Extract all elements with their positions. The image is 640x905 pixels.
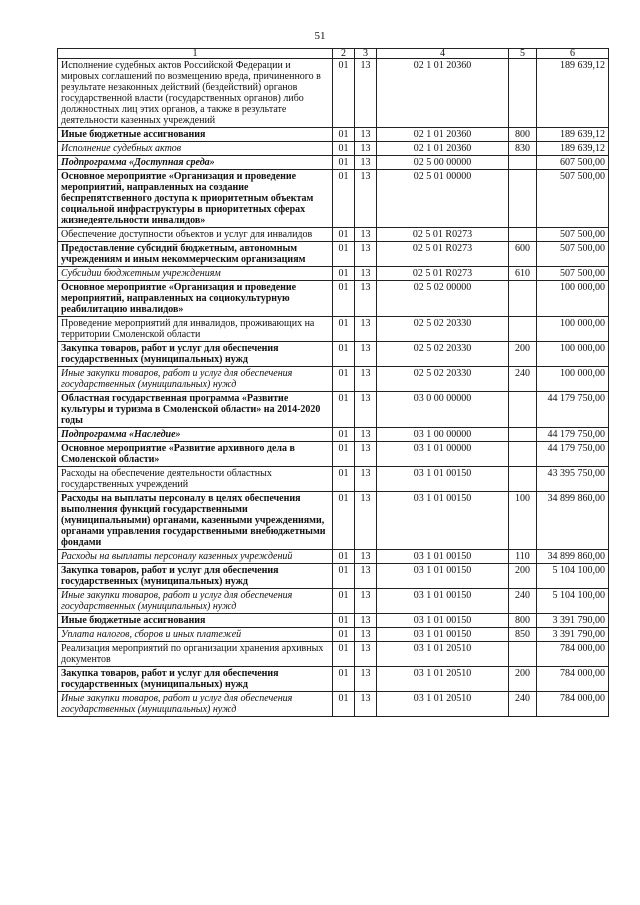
row-target-code: 03 1 01 20510	[377, 667, 509, 692]
row-subsection: 13	[355, 692, 377, 717]
row-target-code: 02 5 01 R0273	[377, 267, 509, 281]
table-row	[58, 156, 609, 170]
row-name: Подпрограмма «Доступная среда»	[58, 156, 333, 170]
row-target-code: 02 5 00 00000	[377, 156, 509, 170]
row-subsection: 13	[355, 550, 377, 564]
row-amount: 607 500,00	[537, 156, 609, 170]
row-section: 01	[333, 492, 355, 550]
budget-table	[57, 48, 609, 717]
table-row	[58, 564, 609, 589]
row-subsection: 13	[355, 589, 377, 614]
row-target-code: 03 1 01 00150	[377, 614, 509, 628]
row-section: 01	[333, 142, 355, 156]
row-section: 01	[333, 267, 355, 281]
row-name: Обеспечение доступности объектов и услуг для инвалидов	[58, 228, 333, 242]
table-row	[58, 142, 609, 156]
row-subsection: 13	[355, 628, 377, 642]
row-expense-type: 600	[509, 242, 537, 267]
table-row	[58, 392, 609, 428]
row-name: Иные бюджетные ассигнования	[58, 614, 333, 628]
row-amount: 5 104 100,00	[537, 564, 609, 589]
table-row	[58, 367, 609, 392]
row-name: Основное мероприятие «Организация и проведение мероприятий, направленных на социокультурную реабилитацию инвалидов»	[58, 281, 333, 317]
row-amount: 784 000,00	[537, 692, 609, 717]
row-amount: 507 500,00	[537, 267, 609, 281]
table-row	[58, 692, 609, 717]
row-target-code: 03 0 00 00000	[377, 392, 509, 428]
table-row	[58, 59, 609, 128]
table-row	[58, 428, 609, 442]
row-amount: 44 179 750,00	[537, 392, 609, 428]
row-amount: 34 899 860,00	[537, 492, 609, 550]
row-name: Проведение мероприятий для инвалидов, проживающих на территории Смоленской области	[58, 317, 333, 342]
row-expense-type	[509, 170, 537, 228]
row-subsection: 13	[355, 228, 377, 242]
row-amount: 784 000,00	[537, 667, 609, 692]
table-row	[58, 128, 609, 142]
header-col-3: 3	[355, 49, 377, 59]
row-section: 01	[333, 442, 355, 467]
row-target-code: 02 5 01 00000	[377, 170, 509, 228]
row-name: Иные бюджетные ассигнования	[58, 128, 333, 142]
row-name: Иные закупки товаров, работ и услуг для обеспечения государственных (муниципальных) нужд	[58, 692, 333, 717]
row-subsection: 13	[355, 156, 377, 170]
row-section: 01	[333, 342, 355, 367]
row-section: 01	[333, 467, 355, 492]
row-subsection: 13	[355, 392, 377, 428]
row-target-code: 02 5 01 R0273	[377, 242, 509, 267]
table-row	[58, 589, 609, 614]
row-expense-type	[509, 156, 537, 170]
row-section: 01	[333, 392, 355, 428]
table-row	[58, 317, 609, 342]
row-amount: 44 179 750,00	[537, 442, 609, 467]
row-subsection: 13	[355, 667, 377, 692]
table-row	[58, 442, 609, 467]
row-subsection: 13	[355, 492, 377, 550]
row-section: 01	[333, 317, 355, 342]
row-name: Предоставление субсидий бюджетным, автономным учреждениям и иным некоммерческим организациям	[58, 242, 333, 267]
row-subsection: 13	[355, 428, 377, 442]
row-amount: 189 639,12	[537, 59, 609, 128]
row-name: Иные закупки товаров, работ и услуг для обеспечения государственных (муниципальных) нужд	[58, 367, 333, 392]
row-name: Основное мероприятие «Организация и проведение мероприятий, направленных на создание беспрепятственного доступа к приоритетным объектам социальной инфраструктуры в приоритетных сферах жизнедеятельности инвалидов»	[58, 170, 333, 228]
row-expense-type	[509, 467, 537, 492]
row-name: Иные закупки товаров, работ и услуг для обеспечения государственных (муниципальных) нужд	[58, 589, 333, 614]
table-row	[58, 281, 609, 317]
table-row	[58, 614, 609, 628]
row-expense-type: 800	[509, 128, 537, 142]
row-name: Субсидии бюджетным учреждениям	[58, 267, 333, 281]
row-target-code: 02 5 02 20330	[377, 317, 509, 342]
row-name: Исполнение судебных актов	[58, 142, 333, 156]
row-expense-type	[509, 317, 537, 342]
row-target-code: 02 5 02 20330	[377, 342, 509, 367]
row-expense-type: 100	[509, 492, 537, 550]
row-name: Областная государственная программа «Развитие культуры и туризма в Смоленской области» на 2014-2020 годы	[58, 392, 333, 428]
row-subsection: 13	[355, 142, 377, 156]
row-expense-type: 200	[509, 564, 537, 589]
row-name: Подпрограмма «Наследие»	[58, 428, 333, 442]
row-amount: 189 639,12	[537, 142, 609, 156]
row-target-code: 02 1 01 20360	[377, 128, 509, 142]
row-target-code: 03 1 01 00150	[377, 550, 509, 564]
row-section: 01	[333, 242, 355, 267]
row-subsection: 13	[355, 342, 377, 367]
row-name: Закупка товаров, работ и услуг для обеспечения государственных (муниципальных) нужд	[58, 342, 333, 367]
page-number: 51	[314, 30, 326, 42]
row-section: 01	[333, 667, 355, 692]
row-expense-type	[509, 281, 537, 317]
table-row	[58, 667, 609, 692]
row-subsection: 13	[355, 442, 377, 467]
row-section: 01	[333, 367, 355, 392]
row-section: 01	[333, 281, 355, 317]
row-expense-type	[509, 392, 537, 428]
row-name: Уплата налогов, сборов и иных платежей	[58, 628, 333, 642]
row-amount: 44 179 750,00	[537, 428, 609, 442]
row-name: Расходы на выплаты персоналу в целях обеспечения выполнения функций государственными (муниципальными) органами, казенными учреждениями, органами управления государственными внебюджетными фондами	[58, 492, 333, 550]
table-header-row	[58, 49, 609, 59]
header-col-4: 4	[377, 49, 509, 59]
row-subsection: 13	[355, 642, 377, 667]
row-amount: 3 391 790,00	[537, 614, 609, 628]
row-amount: 507 500,00	[537, 242, 609, 267]
header-col-1: 1	[58, 49, 333, 59]
row-name: Закупка товаров, работ и услуг для обеспечения государственных (муниципальных) нужд	[58, 667, 333, 692]
row-section: 01	[333, 564, 355, 589]
row-subsection: 13	[355, 242, 377, 267]
row-name: Закупка товаров, работ и услуг для обеспечения государственных (муниципальных) нужд	[58, 564, 333, 589]
row-target-code: 03 1 01 20510	[377, 642, 509, 667]
row-target-code: 03 1 01 00000	[377, 442, 509, 467]
row-expense-type: 240	[509, 692, 537, 717]
row-name: Исполнение судебных актов Российской Федерации и мировых соглашений по возмещению вреда, причиненного в результате незаконных действий (бездействий) органов государственной власти (государственных органов) либо должностных лиц этих органов, а также в результате деятельности казенных учреждений	[58, 59, 333, 128]
row-expense-type: 200	[509, 342, 537, 367]
row-expense-type	[509, 59, 537, 128]
row-target-code: 03 1 01 00150	[377, 589, 509, 614]
row-target-code: 03 1 01 00150	[377, 492, 509, 550]
header-col-5: 5	[509, 49, 537, 59]
row-target-code: 03 1 00 00000	[377, 428, 509, 442]
row-subsection: 13	[355, 467, 377, 492]
table-row	[58, 342, 609, 367]
table-row	[58, 642, 609, 667]
row-subsection: 13	[355, 564, 377, 589]
row-expense-type: 830	[509, 142, 537, 156]
table-row	[58, 492, 609, 550]
row-subsection: 13	[355, 317, 377, 342]
header-col-2: 2	[333, 49, 355, 59]
header-col-6: 6	[537, 49, 609, 59]
row-amount: 5 104 100,00	[537, 589, 609, 614]
row-amount: 507 500,00	[537, 228, 609, 242]
row-section: 01	[333, 692, 355, 717]
row-expense-type: 240	[509, 367, 537, 392]
row-subsection: 13	[355, 281, 377, 317]
row-subsection: 13	[355, 128, 377, 142]
row-section: 01	[333, 128, 355, 142]
row-target-code: 02 1 01 20360	[377, 59, 509, 128]
row-section: 01	[333, 642, 355, 667]
row-expense-type: 110	[509, 550, 537, 564]
row-amount: 784 000,00	[537, 642, 609, 667]
table-row	[58, 467, 609, 492]
row-expense-type: 200	[509, 667, 537, 692]
row-target-code: 02 1 01 20360	[377, 142, 509, 156]
row-section: 01	[333, 614, 355, 628]
row-section: 01	[333, 550, 355, 564]
row-name: Основное мероприятие «Развитие архивного дела в Смоленской области»	[58, 442, 333, 467]
row-expense-type: 610	[509, 267, 537, 281]
table-body	[58, 59, 609, 717]
row-section: 01	[333, 428, 355, 442]
row-section: 01	[333, 156, 355, 170]
row-section: 01	[333, 59, 355, 128]
row-expense-type	[509, 642, 537, 667]
row-amount: 507 500,00	[537, 170, 609, 228]
row-expense-type	[509, 428, 537, 442]
row-amount: 3 391 790,00	[537, 628, 609, 642]
row-name: Расходы на обеспечение деятельности областных государственных учреждений	[58, 467, 333, 492]
row-section: 01	[333, 628, 355, 642]
row-name: Реализация мероприятий по организации хранения архивных документов	[58, 642, 333, 667]
row-expense-type: 850	[509, 628, 537, 642]
table-row	[58, 550, 609, 564]
row-target-code: 02 5 02 00000	[377, 281, 509, 317]
row-expense-type	[509, 442, 537, 467]
row-target-code: 02 5 01 R0273	[377, 228, 509, 242]
row-amount: 100 000,00	[537, 281, 609, 317]
row-subsection: 13	[355, 170, 377, 228]
row-target-code: 03 1 01 00150	[377, 467, 509, 492]
row-expense-type: 800	[509, 614, 537, 628]
row-target-code: 03 1 01 00150	[377, 628, 509, 642]
row-subsection: 13	[355, 614, 377, 628]
row-target-code: 03 1 01 00150	[377, 564, 509, 589]
row-amount: 100 000,00	[537, 342, 609, 367]
row-expense-type: 240	[509, 589, 537, 614]
row-target-code: 02 5 02 20330	[377, 367, 509, 392]
table-row	[58, 170, 609, 228]
row-amount: 43 395 750,00	[537, 467, 609, 492]
row-target-code: 03 1 01 20510	[377, 692, 509, 717]
row-subsection: 13	[355, 267, 377, 281]
table-row	[58, 628, 609, 642]
table-row	[58, 267, 609, 281]
row-subsection: 13	[355, 367, 377, 392]
row-amount: 34 899 860,00	[537, 550, 609, 564]
row-section: 01	[333, 170, 355, 228]
row-amount: 100 000,00	[537, 317, 609, 342]
table-row	[58, 242, 609, 267]
row-name: Расходы на выплаты персоналу казенных учреждений	[58, 550, 333, 564]
row-amount: 100 000,00	[537, 367, 609, 392]
row-amount: 189 639,12	[537, 128, 609, 142]
row-subsection: 13	[355, 59, 377, 128]
row-section: 01	[333, 228, 355, 242]
row-section: 01	[333, 589, 355, 614]
table-row	[58, 228, 609, 242]
row-expense-type	[509, 228, 537, 242]
